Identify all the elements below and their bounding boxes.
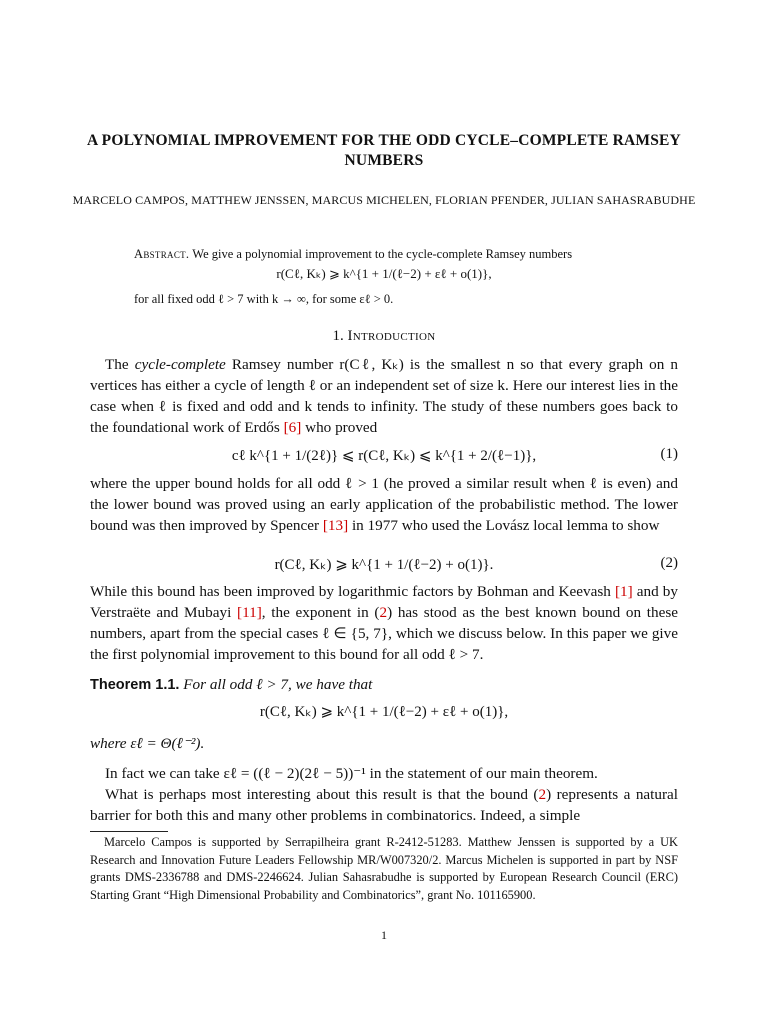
p2-text-b: in 1977 who used the Lovász local lemma to show [351, 517, 660, 534]
author-list: MARCELO CAMPOS, MATTHEW JENSSEN, MARCUS MICHELEN, FLORIAN PFENDER, JULIAN SAHASRABUDHE [72, 193, 696, 207]
p1-italic-term: cycle-complete [134, 356, 226, 373]
section-title: Introduction [347, 328, 436, 344]
equation-2-body: r(Cℓ, Kₖ) ⩾ k^{1 + 1/(ℓ−2) + o(1)}. [274, 557, 494, 573]
citation-link[interactable]: [6] [283, 419, 302, 436]
p3-text-d: ) has stood as the best known bound on these numbers, apart from the special cases ℓ ∈ {5, 7}, which we discuss below. In this paper we give the first polynomial improvement to this bound for all odd ℓ > 7. [90, 604, 679, 663]
p3-text-b: and by Verstraëte and Mubayi [90, 583, 678, 621]
abstract [134, 245, 634, 263]
citation-link[interactable]: [1] [614, 583, 633, 600]
paragraph-barrier [90, 784, 678, 826]
p2-text-a: where the upper bound holds for all odd ℓ > 1 (he proved a similar result when ℓ is even) and the lower bound was proved using an early application of the probabilistic method. The lower bound was then improved by Spencer [90, 475, 678, 534]
theorem-label: Theorem 1.1. [90, 677, 180, 693]
footnote-rule [90, 831, 168, 832]
footnote: Marcelo Campos is supported by Serrapilheira grant R-2412-51283. Matthew Jenssen is supported by a UK Research and Innovation Future Leaders Fellowship MR/W007320/2. Marcus Michelen is supported in part by NSF grants DMS-2336788 and DMS-2246624. Julian Sahasrabudhe is supported by European Research Council (ERC) Starting Grant “High Dimensional Probability and Combinatorics”, grant No. 101165900. [90, 835, 678, 902]
p5-text-b: ) represents a natural barrier for both this and many other problems in combinatorics. Indeed, a simple [90, 786, 679, 824]
citation-link[interactable]: [11] [237, 604, 262, 621]
abstract-tail: for all fixed odd ℓ > 7 with k → ∞, for some εℓ > 0. [134, 292, 394, 306]
intro-paragraph-3 [90, 581, 678, 665]
paper-title: A POLYNOMIAL IMPROVEMENT FOR THE ODD CYCLE–COMPLETE RAMSEY NUMBERS [87, 132, 681, 169]
abstract-text: We give a polynomial improvement to the cycle-complete Ramsey numbers [192, 247, 573, 261]
intro-paragraph-1 [90, 354, 678, 438]
p1-text-a: The [105, 356, 129, 373]
citation-link[interactable]: [13] [322, 517, 349, 534]
p5-text-a: What is perhaps most interesting about this result is that the bound ( [105, 786, 539, 803]
equation-1-number: (1) [660, 446, 678, 462]
abstract-label: Abstract. [134, 247, 190, 261]
paragraph-epsilon: In fact we can take εℓ = ((ℓ − 2)(2ℓ − 5))⁻¹ in the statement of our main theorem. [105, 765, 598, 782]
intro-paragraph-2 [90, 473, 678, 536]
theorem-equation [90, 702, 678, 724]
p1-text-b: Ramsey number r(Cℓ, Kₖ) is the smallest n so that every graph on n vertices has either a cycle of length ℓ or an independent set of size k. Here our interest lies in the case when ℓ is fixed and odd and k tends to infinity. The study of these numbers goes back to the foundational work of Erdős [90, 356, 679, 436]
theorem-statement [90, 674, 678, 696]
page-number: 1 [381, 928, 387, 942]
equation-2-number: (2) [660, 555, 678, 571]
theorem-equation-body: r(Cℓ, Kₖ) ⩾ k^{1 + 1/(ℓ−2) + εℓ + o(1)}, [259, 704, 509, 720]
theorem-where: where εℓ = Θ(ℓ⁻²). [90, 735, 205, 752]
equation-2 [90, 555, 678, 577]
equation-1 [90, 446, 678, 468]
section-number: 1. [332, 328, 344, 344]
equation-ref-link[interactable]: 2 [538, 786, 547, 803]
equation-ref-link[interactable]: 2 [379, 604, 388, 621]
p3-text-a: While this bound has been improved by logarithmic factors by Bohman and Keevash [90, 583, 611, 600]
equation-1-body: cℓ k^{1 + 1/(2ℓ)} ⩽ r(Cℓ, Kₖ) ⩽ k^{1 + 2/(ℓ−1)}, [231, 448, 537, 464]
p3-text-c: , the exponent in ( [261, 604, 380, 621]
abstract-equation: r(Cℓ, Kₖ) ⩾ k^{1 + 1/(ℓ−2) + εℓ + o(1)}, [276, 266, 492, 281]
theorem-text: For all odd ℓ > 7, we have that [183, 676, 373, 693]
section-heading [60, 328, 708, 345]
p1-text-c: who proved [305, 419, 378, 436]
